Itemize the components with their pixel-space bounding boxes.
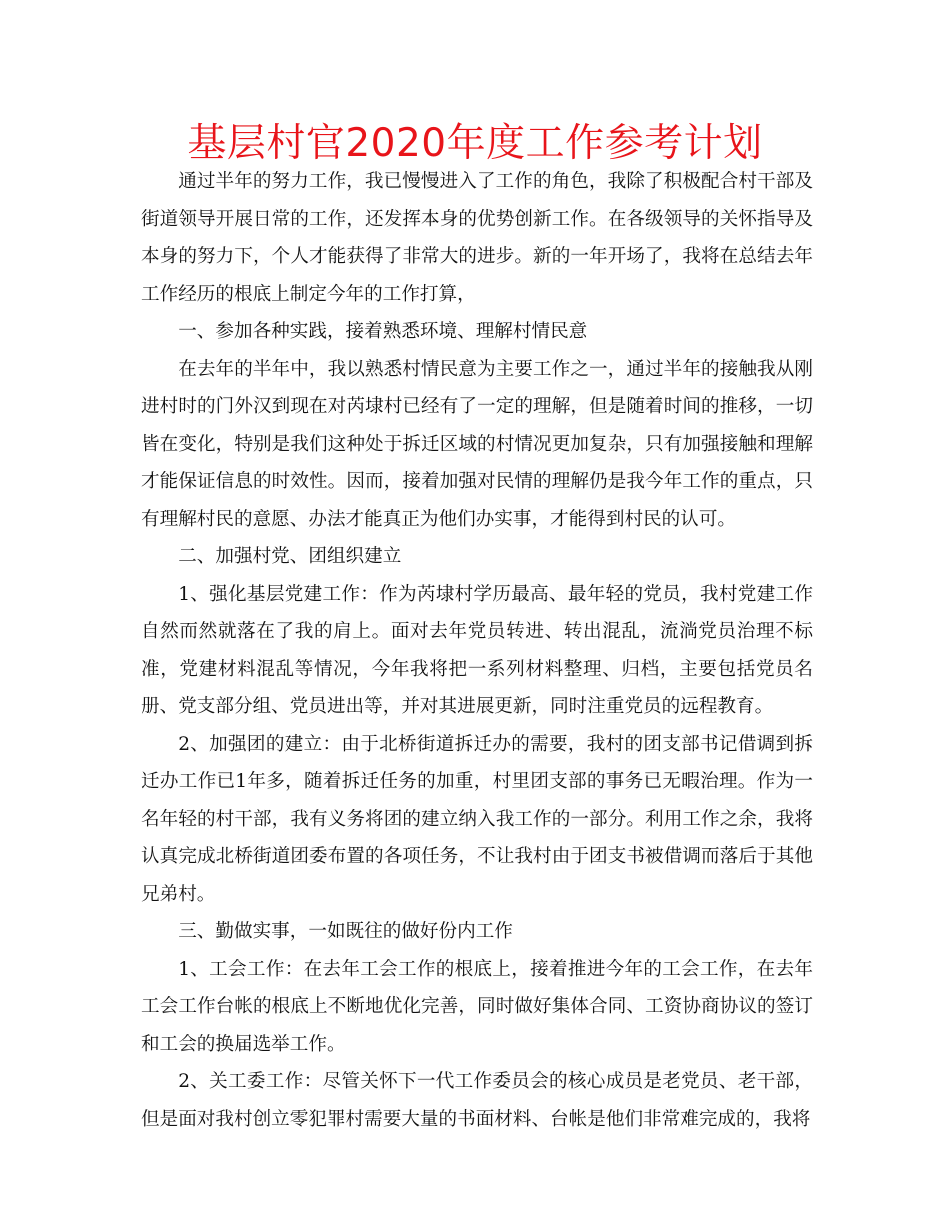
paragraph-party-building: 1、强化基层党建工作：作为芮埭村学历最高、最年轻的党员，我村党建工作自然而然就落在了我的肩上。面对去年党员转进、转出混乱，流淌党员治理不标准，党建材料混乱等情况，今年我将把一系列材料整理、归档，主要包括党员名册、党支部分组、党员进出等，并对其进展更新，同时注重党员的远程教育。: [141, 583, 813, 717]
section-heading-1: 一、参加各种实践，接着熟悉环境、理解村情民意: [178, 321, 588, 342]
paragraph-section-1: 在去年的半年中，我以熟悉村情民意为主要工作之一，通过半年的接触我从刚进村时的门外汉到现在对芮埭村已经有了一定的理解，但是随着时间的推移，一切皆在变化，特别是我们这种处于拆迁区域的村情况更加复杂，只有加强接触和理解才能保证信息的时效性。因而，接着加强对民情的理解仍是我今年工作的重点，只有理解村民的意愿、办法才能真正为他们办实事，才能得到村民的认可。: [141, 358, 813, 530]
paragraph-union-work: 1、工会工作：在去年工会工作的根底上，接着推进今年的工会工作，在去年工会工作台帐的根底上不断地优化完善，同时做好集体合同、工资协商协议的签订和工会的换届选举工作。: [141, 958, 813, 1055]
paragraph-intro: 通过半年的努力工作，我已慢慢进入了工作的角色，我除了积极配合村干部及街道领导开展日常的工作，还发挥本身的优势创新工作。在各级领导的关怀指导及本身的努力下，个人才能获得了非常大的进步。新的一年开场了，我将在总结去年工作经历的根底上制定今年的工作打算，: [141, 171, 813, 305]
document-title: 基层村官2020年度工作参考计划: [187, 121, 763, 166]
section-heading-3: 三、勤做实事，一如既往的做好份内工作: [178, 921, 513, 942]
section-heading-2: 二、加强村党、团组织建立: [178, 546, 402, 567]
paragraph-youth-committee: 2、关工委工作：尽管关怀下一代工作委员会的核心成员是老党员、老干部，但是面对我村创立零犯罪村需要大量的书面材料、台帐是他们非常难完成的，我将: [141, 1071, 813, 1130]
paragraph-league-building: 2、加强团的建立：由于北桥街道拆迁办的需要，我村的团支部书记借调到拆迁办工作已1年多，随着拆迁任务的加重，村里团支部的事务已无暇治理。作为一名年轻的村干部，我有义务将团的建立纳入我工作的一部分。利用工作之余，我将认真完成北桥街道团委布置的各项任务，不让我村由于团支书被借调而落后于其他兄弟村。: [141, 733, 813, 905]
document-body: [141, 163, 813, 1138]
